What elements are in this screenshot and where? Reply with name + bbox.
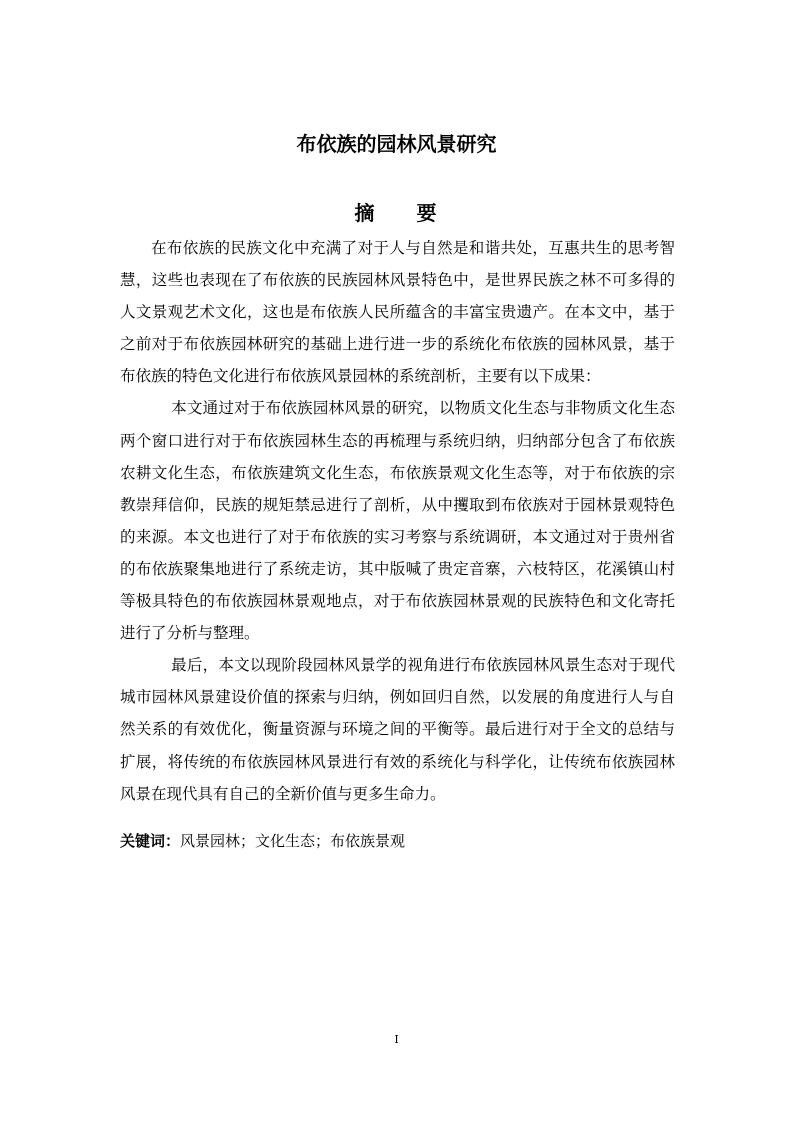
abstract-paragraph-3: 最后，本文以现阶段园林风景学的视角进行布依族园林风景生态对于现代城市园林风景建设价值的探索与归纳，例如回归自然，以发展的角度进行人与自然关系的有效优化，衡量资源与环境之间的平衡等。最后进行对于全文的总结与扩展，将传统的布依族园林风景进行有效的系统化与科学化，让传统布依族园林风景在现代具有自己的全新价值与更多生命力。 [120, 656, 675, 803]
keywords-line [120, 826, 675, 856]
abstract-heading [0, 197, 793, 229]
page-number: I [394, 1033, 399, 1046]
document-title: 布依族的园林风景研究 [296, 132, 497, 156]
keywords-text: 风景园林；文化生态；布依族景观 [180, 832, 406, 850]
abstract-heading-char-1: 摘 [354, 201, 377, 225]
abstract-heading-char-2: 要 [416, 201, 439, 225]
abstract-paragraph-1: 在布依族的民族文化中充满了对于人与自然是和谐共处，互惠共生的思考智慧，这些也表现在了布依族的民族园林风景特色中，是世界民族之林不可多得的人文景观艺术文化，这也是布依族人民所蕴含的丰富宝贵遗产。在本文中，基于之前对于布依族园林研究的基础上进行进一步的系统化布依族的园林风景，基于布依族的特色文化进行布依族风景园林的系统剖析，主要有以下成果： [120, 239, 675, 386]
keywords-label: 关键词： [120, 832, 181, 850]
abstract-paragraph-2: 本文通过对于布依族园林风景的研究，以物质文化生态与非物质文化生态两个窗口进行对于布依族园林生态的再梳理与系统归纳，归纳部分包含了布依族农耕文化生态，布依族建筑文化生态，布依族景观文化生态等，对于布依族的宗教崇拜信仰，民族的规矩禁忌进行了剖析，从中攫取到布依族对于园林景观特色的来源。本文也进行了对于布依族的实习考察与系统调研，本文通过对于贵州省的布依族聚集地进行了系统走访，其中版喊了贵定音寨，六枝特区，花溪镇山村等极具特色的布依族园林景观地点，对于布依族园林景观的民族特色和文化寄托进行了分析与整理。 [120, 399, 675, 643]
abstract-body [120, 232, 675, 810]
